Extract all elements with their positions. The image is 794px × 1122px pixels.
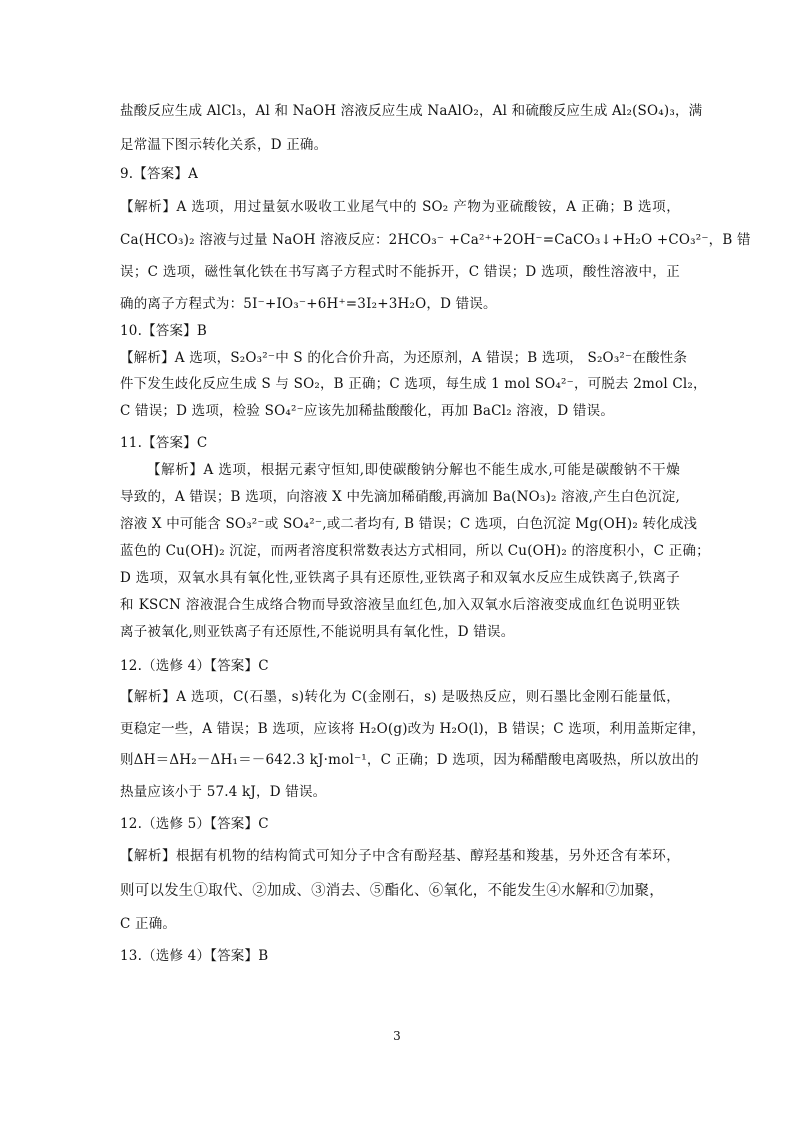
text-line: 则ΔH＝ΔH₂－ΔH₁＝－642.3 kJ·mol⁻¹，C 正确；D 选项，因为稀醋酸电离吸热，所以放出的 bbox=[120, 752, 699, 768]
text-line: 热量应该小于 57.4 kJ，D 错误。 bbox=[120, 784, 327, 800]
text-line: 则可以发生①取代、②加成、③消去、⑤酯化、⑥氧化，不能发生④水解和⑦加聚， bbox=[120, 883, 664, 899]
text-line: 盐酸反应生成 AlCl₃，Al 和 NaOH 溶液反应生成 NaAlO₂，Al 和硫酸反应生成 Al₂(SO₄)₃，满 bbox=[120, 103, 703, 119]
answer-heading: 12.（选修 5）【答案】C bbox=[120, 816, 269, 832]
text-line: Ca(HCO₃)₂ 溶液与过量 NaOH 溶液反应：2HCO₃⁻ +Ca²⁺+2OH⁻=CaCO₃↓+H₂O +CO₃²⁻，B 错 bbox=[120, 232, 751, 248]
text-line: 离子被氧化,则亚铁离子有还原性,不能说明具有氧化性，D 错误。 bbox=[120, 624, 515, 640]
answer-heading: 10.【答案】B bbox=[120, 323, 207, 339]
text-line: 足常温下图示转化关系，D 正确。 bbox=[120, 137, 328, 153]
text-line: 溶液 X 中可能含 SO₃²⁻或 SO₄²⁻,或二者均有, B 错误；C 选项，白色沉淀 Mg(OH)₂ 转化成浅 bbox=[120, 516, 698, 532]
text-line: 件下发生歧化反应生成 S 与 SO₂，B 正确；C 选项，每生成 1 mol SO₄²⁻，可脱去 2mol Cl₂， bbox=[120, 376, 707, 392]
text-line: 误；C 选项，磁性氧化铁在书写离子方程式时不能拆开，C 错误；D 选项，酸性溶液中，正 bbox=[120, 264, 680, 280]
page-number: 3 bbox=[393, 1029, 401, 1043]
text-line: 【解析】A 选项，用过量氨水吸收工业尾气中的 SO₂ 产物为亚硫酸铵，A 正确；B 选项， bbox=[120, 199, 680, 215]
text-line: 【解析】A 选项，S₂O₃²⁻中 S 的化合价升高，为还原剂，A 错误；B 选项， S₂O₃²⁻在酸性条 bbox=[120, 350, 688, 366]
text-line: 更稳定一些，A 错误；B 选项，应该将 H₂O(g)改为 H₂O(l)，B 错误；C 选项，利用盖斯定律， bbox=[120, 721, 706, 737]
text-line: 【解析】根据有机物的结构简式可知分子中含有酚羟基、醇羟基和羧基，另外还含有苯环， bbox=[120, 848, 680, 864]
answer-heading: 11.【答案】C bbox=[120, 435, 208, 451]
text-line: 蓝色的 Cu(OH)₂ 沉淀，而两者溶度积常数表达方式相同，所以 Cu(OH)₂ 的溶度积小，C 正确； bbox=[120, 543, 710, 559]
text-line: D 选项，双氧水具有氧化性,亚铁离子具有还原性,亚铁离子和双氧水反应生成铁离子,铁离子 bbox=[120, 570, 680, 586]
answer-heading: 9.【答案】A bbox=[120, 166, 199, 182]
text-line: 确的离子方程式为：5I⁻+IO₃⁻+6H⁺=3I₂+3H₂O，D 错误。 bbox=[120, 296, 497, 312]
text-line: C 正确。 bbox=[120, 916, 177, 932]
text-line: C 错误；D 选项，检验 SO₄²⁻应该先加稀盐酸酸化，再加 BaCl₂ 溶液，D 错误。 bbox=[120, 403, 615, 419]
text-line: 导致的，A 错误；B 选项，向溶液 X 中先滴加稀硝酸,再滴加 Ba(NO₃)₂ 溶液,产生白色沉淀, bbox=[120, 489, 680, 505]
answer-heading: 12.（选修 4）【答案】C bbox=[120, 658, 269, 674]
text-line: 【解析】A 选项，C(石墨，s)转化为 C(金刚石，s) 是吸热反应，则石墨比金刚石能量低， bbox=[120, 689, 680, 705]
answer-heading: 13.（选修 4）【答案】B bbox=[120, 948, 269, 964]
text-line: 和 KSCN 溶液混合生成络合物而导致溶液呈血红色,加入双氧水后溶液变成血红色说明亚铁 bbox=[120, 597, 680, 613]
text-line: 【解析】A 选项，根据元素守恒知,即使碳酸钠分解也不能生成水,可能是碳酸钠不干燥 bbox=[147, 462, 680, 478]
